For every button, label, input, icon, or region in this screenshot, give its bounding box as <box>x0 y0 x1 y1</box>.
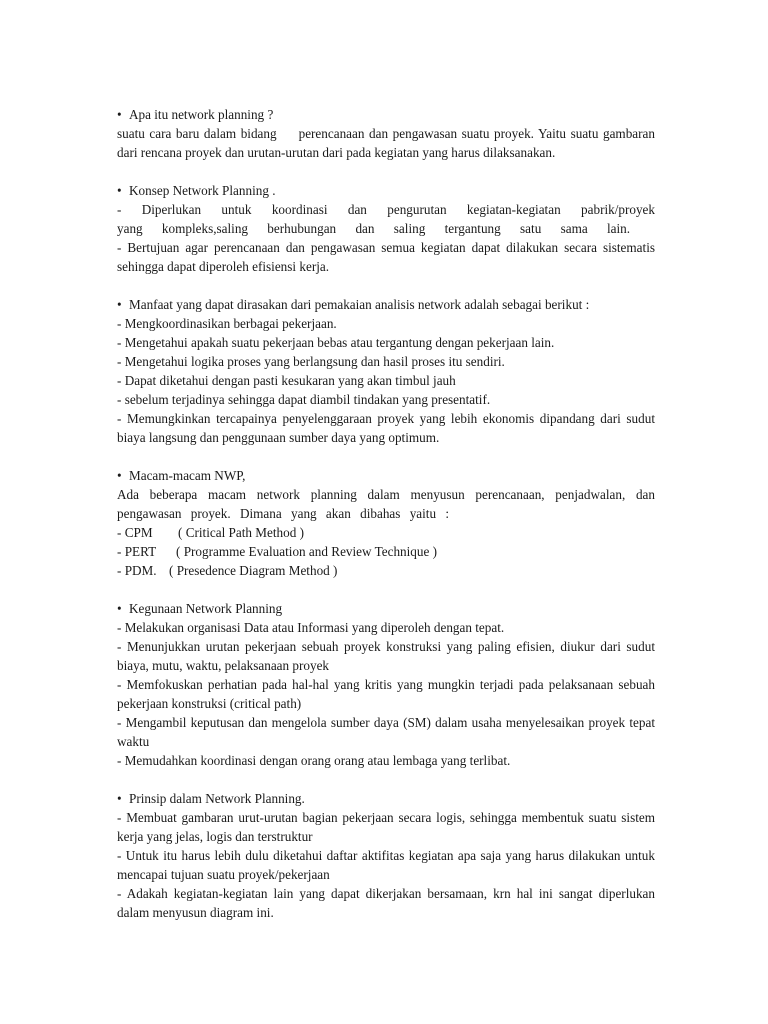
nwp-code: - CPM <box>117 525 153 540</box>
paragraph: Ada beberapa macam network planning dalam menyusun perencanaan, penjadwalan, dan pengawasan proyek. Dimana yang akan dibahas yaitu : <box>117 487 655 521</box>
nwp-desc: ( Programme Evaluation and Review Technique ) <box>176 544 438 559</box>
list-item: - Mengetahui logika proses yang berlangsung dan hasil proses itu sendiri. <box>117 354 505 369</box>
nwp-type-item <box>117 542 655 561</box>
list-item: - Adakah kegiatan-kegiatan lain yang dapat dikerjakan bersamaan, krn hal ini sangat diperlukan dalam menyusun diagram ini. <box>117 886 655 920</box>
list-item: - Menunjukkan urutan pekerjaan sebuah proyek konstruksi yang paling efisien, diukur dari sudut biaya, mutu, waktu, pelaksanaan proyek <box>117 639 655 673</box>
list-item: - Mengambil keputusan dan mengelola sumber daya (SM) dalam usaha menyelesaikan proyek tepat waktu <box>117 715 655 749</box>
list-item: - Diperlukan untuk koordinasi dan pengurutan kegiatan-kegiatan pabrik/proyek yang kompleks,saling berhubungan dan saling tergantung satu sama lain. <box>117 202 655 236</box>
section-kegunaan <box>117 599 655 770</box>
bullet-icon: • <box>117 107 122 122</box>
document-page <box>117 105 655 941</box>
section-heading <box>117 599 655 618</box>
list-item: - Untuk itu harus lebih dulu diketahui daftar aktifitas kegiatan apa saja yang harus dilakukan untuk mencapai tujuan suatu proyek/pekerjaan <box>117 848 655 882</box>
section-konsep <box>117 181 655 276</box>
heading-text: Manfaat yang dapat dirasakan dari pemakaian analisis network adalah sebagai berikut : <box>129 297 590 312</box>
section-macam-nwp <box>117 466 655 580</box>
section-manfaat <box>117 295 655 447</box>
bullet-icon: • <box>117 183 122 198</box>
section-prinsip <box>117 789 655 922</box>
heading-text: Prinsip dalam Network Planning. <box>129 791 305 806</box>
list-item: - sebelum terjadinya sehingga dapat diambil tindakan yang presentatif. <box>117 392 491 407</box>
section-heading <box>117 105 655 124</box>
section-heading <box>117 789 655 808</box>
list-item: - Dapat diketahui dengan pasti kesukaran yang akan timbul jauh <box>117 373 456 388</box>
bullet-icon: • <box>117 601 122 616</box>
nwp-type-item <box>117 561 655 580</box>
list-item: - Melakukan organisasi Data atau Informasi yang diperoleh dengan tepat. <box>117 620 505 635</box>
list-item: - Mengkoordinasikan berbagai pekerjaan. <box>117 316 337 331</box>
list-item: - Mengetahui apakah suatu pekerjaan bebas atau tergantung dengan pekerjaan lain. <box>117 335 555 350</box>
section-heading <box>117 466 655 485</box>
section-heading <box>117 181 655 200</box>
list-item: - Memfokuskan perhatian pada hal-hal yang kritis yang mungkin terjadi pada pelaksanaan sebuah pekerjaan konstruksi (critical path) <box>117 677 655 711</box>
section-network-planning-definition <box>117 105 655 162</box>
section-heading <box>117 295 655 314</box>
heading-text: Konsep Network Planning . <box>129 183 276 198</box>
heading-text: Macam-macam NWP, <box>129 468 246 483</box>
list-item: - Membuat gambaran urut-urutan bagian pekerjaan secara logis, sehingga membentuk suatu sistem kerja yang jelas, logis dan terstruktur <box>117 810 655 844</box>
list-item: - Bertujuan agar perencanaan dan pengawasan semua kegiatan dapat dilakukan secara sistematis sehingga dapat diperoleh efisiensi kerja. <box>117 240 655 274</box>
heading-text: Kegunaan Network Planning <box>129 601 283 616</box>
nwp-code: - PDM. <box>117 563 157 578</box>
bullet-icon: • <box>117 791 122 806</box>
bullet-icon: • <box>117 297 122 312</box>
list-item: - Memudahkan koordinasi dengan orang orang atau lembaga yang terlibat. <box>117 753 511 768</box>
nwp-desc: ( Critical Path Method ) <box>178 525 304 540</box>
nwp-type-item <box>117 523 655 542</box>
bullet-icon: • <box>117 468 122 483</box>
list-item: - Memungkinkan tercapainya penyelenggaraan proyek yang lebih ekonomis dipandang dari sudut biaya langsung dan penggunaan sumber daya yang optimum. <box>117 411 655 445</box>
paragraph <box>117 124 655 162</box>
paragraph-text: suatu cara baru dalam bidang <box>117 126 277 141</box>
nwp-desc: ( Presedence Diagram Method ) <box>169 563 338 578</box>
nwp-code: - PERT <box>117 544 157 559</box>
paragraph-text: perencanaan dan pengawasan suatu proyek. Yaitu suatu gambaran dari rencana proyek dan urutan-urutan dari pada kegiatan yang harus dilaksanakan. <box>117 126 655 160</box>
heading-text: Apa itu network planning ? <box>129 107 274 122</box>
